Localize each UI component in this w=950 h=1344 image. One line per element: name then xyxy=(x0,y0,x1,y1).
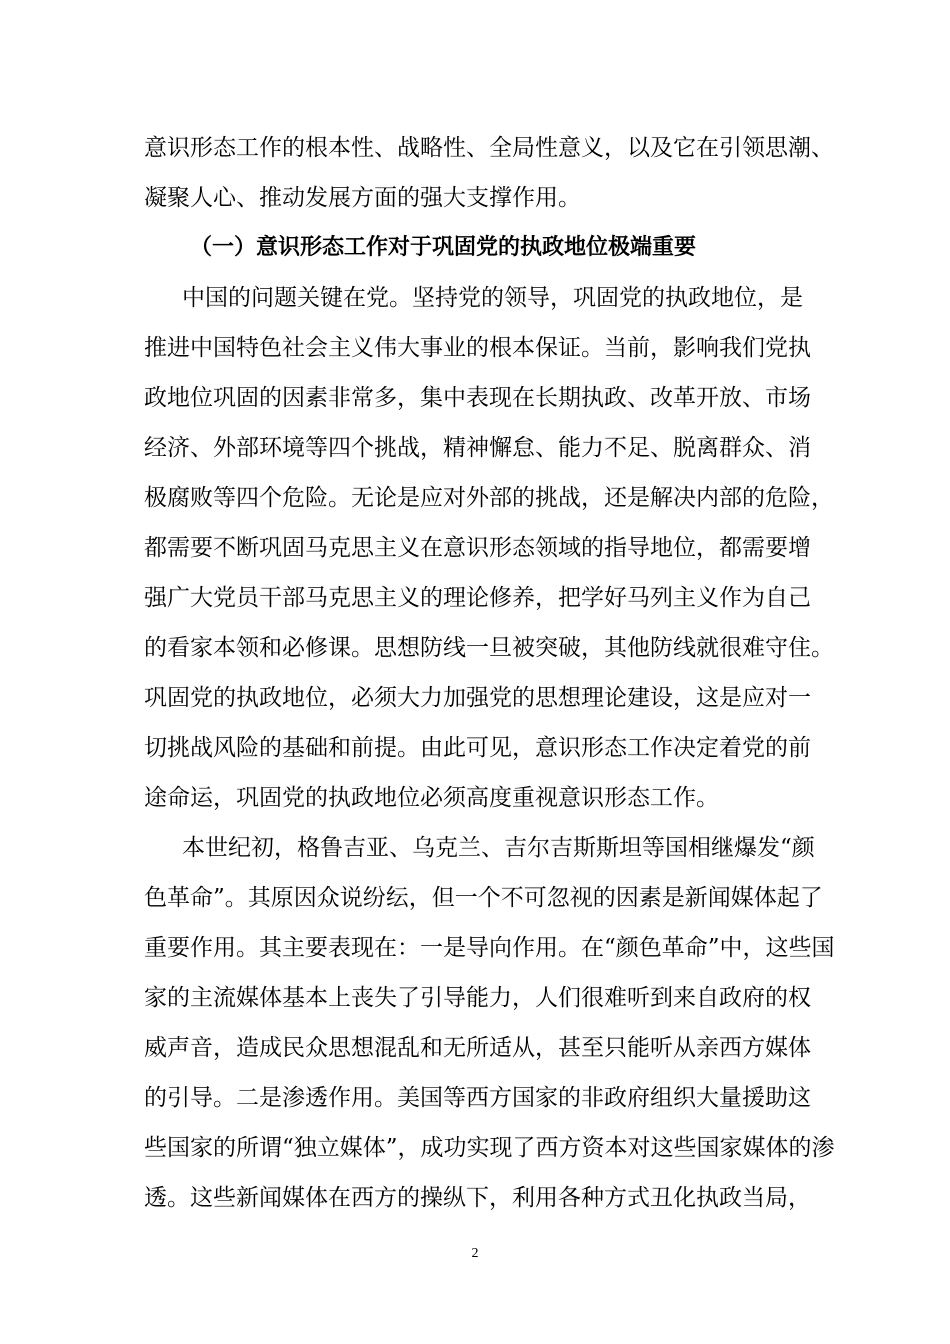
text-line: 推进中国特色社会主义伟大事业的根本保证。当前，影响我们党执 xyxy=(144,335,811,361)
text-line: 强广大党员干部马克思主义的理论修养，把学好马列主义作为自己 xyxy=(144,585,811,611)
text-line: 的引导。二是渗透作用。美国等西方国家的非政府组织大量援助这 xyxy=(144,1085,811,1111)
text-line: 凝聚人心、推动发展方面的强大支撑作用。 xyxy=(144,185,581,211)
text-line: 切挑战风险的基础和前提。由此可见，意识形态工作决定着党的前 xyxy=(144,735,811,761)
text-line: 巩固党的执政地位，必须大力加强党的思想理论建设，这是应对一 xyxy=(144,685,811,711)
text-line: 色革命”。其原因众说纷纭，但一个不可忽视的因素是新闻媒体起了 xyxy=(144,885,823,911)
text-line: 家的主流媒体基本上丧失了引导能力，人们很难听到来自政府的权 xyxy=(144,985,811,1011)
text-line: 的看家本领和必修课。思想防线一旦被突破，其他防线就很难守住。 xyxy=(144,635,834,661)
text-line: 都需要不断巩固马克思主义在意识形态领域的指导地位，都需要增 xyxy=(144,535,811,561)
page-number: 2 xyxy=(471,1246,479,1261)
text-line: 极腐败等四个危险。无论是应对外部的挑战，还是解决内部的危险， xyxy=(144,485,834,511)
text-line: 些国家的所谓“独立媒体”，成功实现了西方资本对这些国家媒体的渗 xyxy=(144,1135,835,1161)
section-heading: （一）意识形态工作对于巩固党的执政地位极端重要 xyxy=(190,235,697,260)
text-line: 经济、外部环境等四个挑战，精神懈怠、能力不足、脱离群众、消 xyxy=(144,435,811,461)
text-line: 中国的问题关键在党。坚持党的领导，巩固党的执政地位，是 xyxy=(182,285,803,311)
text-line: 意识形态工作的根本性、战略性、全局性意义，以及它在引领思潮、 xyxy=(144,135,834,161)
text-line: 途命运，巩固党的执政地位必须高度重视意识形态工作。 xyxy=(144,785,719,811)
text-line: 本世纪初，格鲁吉亚、乌克兰、吉尔吉斯斯坦等国相继爆发“颜 xyxy=(182,835,815,861)
text-line: 重要作用。其主要表现在：一是导向作用。在“颜色革命”中，这些国 xyxy=(144,935,835,961)
text-line: 威声音，造成民众思想混乱和无所适从，甚至只能听从亲西方媒体 xyxy=(144,1035,811,1061)
text-line: 政地位巩固的因素非常多，集中表现在长期执政、改革开放、市场 xyxy=(144,385,811,411)
text-line: 透。这些新闻媒体在西方的操纵下，利用各种方式丑化执政当局， xyxy=(144,1185,811,1211)
